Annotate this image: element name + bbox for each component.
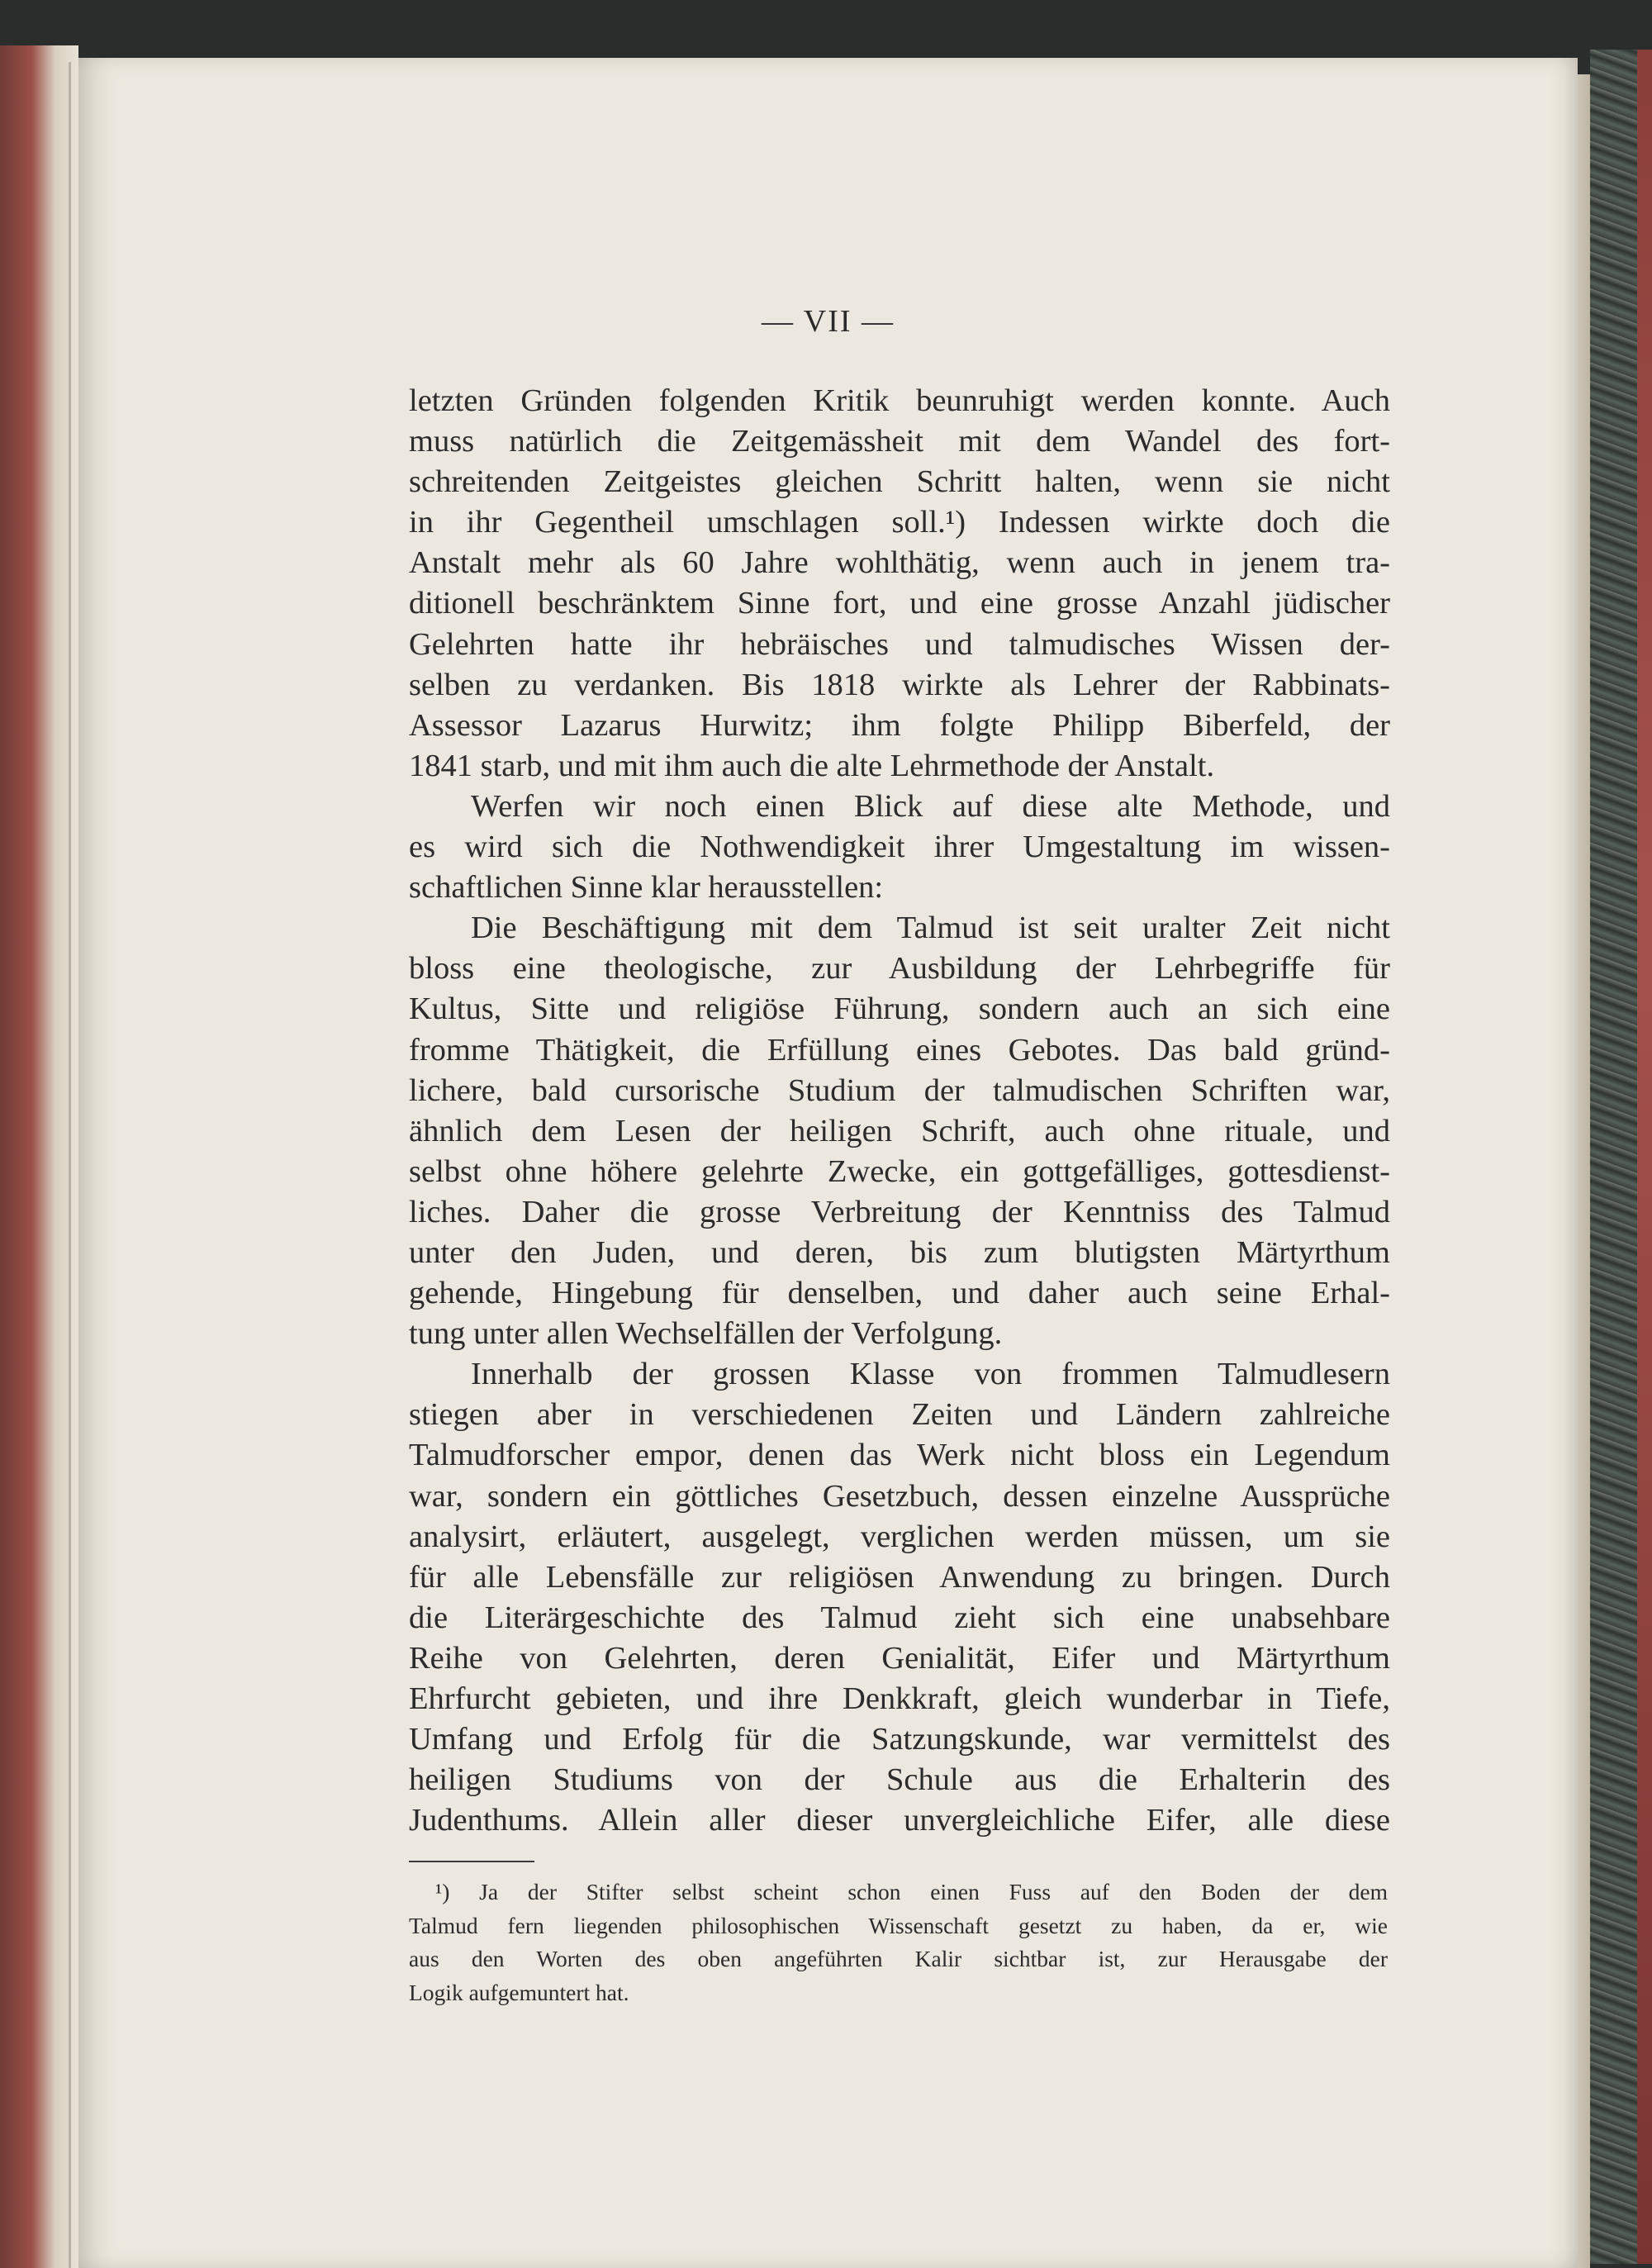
text-line: Anstalt mehr als 60 Jahre wohlthätig, wenn auch in jenem tra- bbox=[409, 545, 1390, 581]
text-line: schaftlichen Sinne klar herausstellen: bbox=[409, 870, 884, 906]
footnotes bbox=[409, 1876, 1388, 2009]
text-line: selben zu verdanken. Bis 1818 wirkte als Lehrer der Rabbinats- bbox=[409, 667, 1390, 702]
text-line: Talmudforscher empor, denen das Werk nicht bloss ein Legendum bbox=[409, 1438, 1390, 1473]
text-line: selbst ohne höhere gelehrte Zwecke, ein gottgefälliges, gottesdienst- bbox=[409, 1153, 1390, 1189]
text-line: liches. Daher die grosse Verbreitung der Kenntniss des Talmud bbox=[409, 1194, 1390, 1229]
text-line: lichere, bald cursorische Studium der talmudischen Schriften war, bbox=[409, 1072, 1390, 1108]
text-line: 1841 starb, und mit ihm auch die alte Lehrmethode der Anstalt. bbox=[409, 748, 1215, 783]
text-line: stiegen aber in verschiedenen Zeiten und Ländern zahlreiche bbox=[409, 1397, 1390, 1433]
footnote-line: aus den Worten des oben angeführten Kalir sichtbar ist, zur Herausgabe der bbox=[409, 1946, 1388, 1971]
text-line: Assessor Lazarus Hurwitz; ihm folgte Philipp Biberfeld, der bbox=[409, 707, 1390, 743]
text-line: bloss eine theologische, zur Ausbildung der Lehrbegriffe für bbox=[409, 951, 1390, 987]
footnote-line: ¹) Ja der Stifter selbst scheint schon einen Fuss auf den Boden der dem bbox=[435, 1879, 1388, 1904]
book-cover-left bbox=[0, 45, 78, 2268]
footnote-line: Logik aufgemuntert hat. bbox=[409, 1979, 629, 2005]
text-line: fromme Thätigkeit, die Erfüllung eines Gebotes. Das bald gründ- bbox=[409, 1032, 1390, 1067]
text-line: die Literärgeschichte des Talmud zieht sich eine unabsehbare bbox=[409, 1600, 1390, 1635]
gutter-line bbox=[69, 62, 71, 2268]
text-line: analysirt, erläutert, ausgelegt, verglichen werden müssen, um sie bbox=[409, 1519, 1390, 1554]
text-line: war, sondern ein göttliches Gesetzbuch, dessen einzelne Aussprüche bbox=[409, 1478, 1390, 1514]
text-line: schreitenden Zeitgeistes gleichen Schritt halten, wenn sie nicht bbox=[409, 464, 1390, 500]
text-line: Die Beschäftigung mit dem Talmud ist seit uralter Zeit nicht bbox=[471, 911, 1390, 946]
text-line: Innerhalb der grossen Klasse von frommen Talmudlesern bbox=[471, 1357, 1390, 1392]
text-line: ähnlich dem Lesen der heiligen Schrift, auch ohne rituale, und bbox=[409, 1113, 1390, 1148]
text-line: Gelehrten hatte ihr hebräisches und talmudisches Wissen der- bbox=[409, 626, 1390, 662]
book-cover-right-edge bbox=[1637, 50, 1652, 2264]
text-line: ditionell beschränktem Sinne fort, und eine grosse Anzahl jüdischer bbox=[409, 586, 1390, 621]
text-line: es wird sich die Nothwendigkeit ihrer Umgestaltung im wissen- bbox=[409, 830, 1390, 865]
text-line: heiligen Studiums von der Schule aus die Erhalterin des bbox=[409, 1762, 1390, 1798]
body-text bbox=[409, 381, 1390, 1841]
text-line: muss natürlich die Zeitgemässheit mit dem Wandel des fort- bbox=[409, 424, 1390, 459]
text-line: für alle Lebensfälle zur religiösen Anwendung zu bringen. Durch bbox=[409, 1559, 1390, 1595]
text-line: unter den Juden, und deren, bis zum blutigsten Märtyrthum bbox=[409, 1234, 1390, 1270]
text-line: in ihr Gegentheil umschlagen soll.¹) Indessen wirkte doch die bbox=[409, 505, 1390, 540]
book-page bbox=[78, 58, 1578, 2268]
text-line: Werfen wir noch einen Blick auf diese alte Methode, und bbox=[471, 788, 1390, 824]
text-line: Ehrfurcht gebieten, und ihre Denkkraft, gleich wunderbar in Tiefe, bbox=[409, 1681, 1390, 1716]
text-line: Judenthums. Allein aller dieser unvergleichliche Eifer, alle diese bbox=[409, 1803, 1390, 1838]
text-line: Kultus, Sitte und religiöse Führung, sondern auch an sich eine bbox=[409, 991, 1390, 1027]
footnote-line: Talmud fern liegenden philosophischen Wissenschaft gesetzt zu haben, da er, wie bbox=[409, 1912, 1388, 1938]
text-line: gehende, Hingebung für denselben, und daher auch seine Erhal- bbox=[409, 1276, 1390, 1311]
text-line: tung unter allen Wechselfällen der Verfolgung. bbox=[409, 1316, 1003, 1352]
footnote-divider bbox=[409, 1861, 534, 1862]
text-line: Umfang und Erfolg für die Satzungskunde, war vermittelst des bbox=[409, 1722, 1390, 1757]
page-number: — VII — bbox=[761, 304, 895, 339]
text-line: Reihe von Gelehrten, deren Genialität, Eifer und Märtyrthum bbox=[409, 1640, 1390, 1676]
text-line: letzten Gründen folgenden Kritik beunruhigt werden konnte. Auch bbox=[409, 383, 1390, 418]
